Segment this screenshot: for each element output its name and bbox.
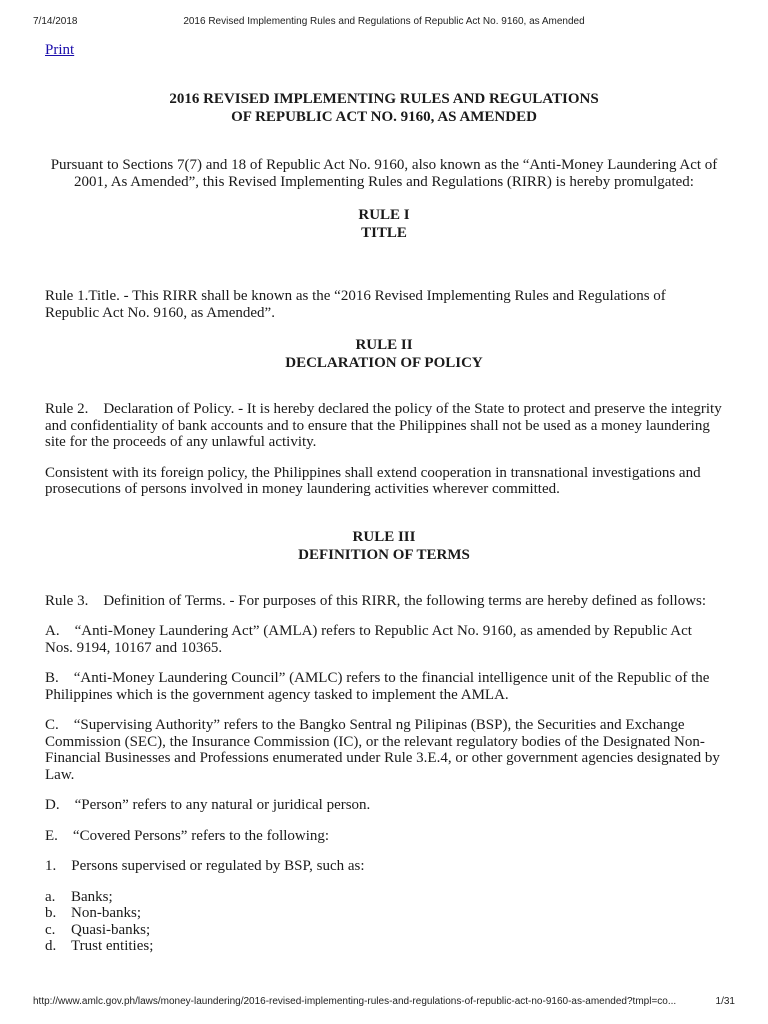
print-url: http://www.amlc.gov.ph/laws/money-laundering/2016-revised-implementing-rules-and-regulations-of-republic-act-no-9160-as-amended?tmpl=co...	[33, 996, 677, 1007]
page-number: 1/31	[715, 996, 735, 1007]
definition-a: A. “Anti-Money Laundering Act” (AMLA) refers to Republic Act No. 9160, as amended by Republic Act Nos. 9194, 10167 and 10365.	[45, 623, 696, 656]
list-item	[45, 922, 723, 939]
list-item	[45, 905, 723, 922]
document-body	[45, 90, 726, 955]
list-item-text: Banks;	[71, 888, 113, 905]
print-header	[33, 16, 735, 30]
rule-2-number: RULE II	[355, 337, 413, 353]
covered-item-1: 1. Persons supervised or regulated by BSP, such as:	[45, 858, 365, 874]
rule-3-text: Rule 3. Definition of Terms. - For purposes of this RIRR, the following terms are hereby defined as follows:	[45, 592, 707, 609]
print-page-title: 2016 Revised Implementing Rules and Regulations of Republic Act No. 9160, as Amended	[183, 16, 585, 27]
list-item-text: Quasi-banks;	[71, 921, 151, 938]
list-item	[45, 889, 723, 906]
document-title-line-1: 2016 REVISED IMPLEMENTING RULES AND REGULATIONS	[169, 91, 599, 107]
list-item-text: Trust entities;	[71, 938, 154, 954]
document-title-line-2: OF REPUBLIC ACT NO. 9160, AS AMENDED	[231, 109, 537, 125]
definition-d: D. “Person” refers to any natural or juridical person.	[45, 797, 371, 813]
rule-2-title: DECLARATION OF POLICY	[285, 355, 483, 371]
rule-1-number: RULE I	[358, 207, 410, 223]
print-date: 7/14/2018	[33, 16, 78, 27]
definition-c: C. “Supervising Authority” refers to the Bangko Sentral ng Pilipinas (BSP), the Securities and Exchange Commission (SEC), the Insurance Commission (IC), or the relevant regulatory bodies of the Designated Non-Financial Businesses and Professions enumerated under Rule 3.E.4, or other government agencies designated by Law.	[45, 717, 724, 783]
print-link[interactable]: Print	[45, 42, 75, 58]
definition-e: E. “Covered Persons” refers to the following:	[45, 827, 330, 844]
rule-3-title: DEFINITION OF TERMS	[298, 546, 470, 563]
list-item-label: a.	[45, 888, 56, 905]
sub-item-list	[45, 889, 723, 955]
intro-paragraph: Pursuant to Sections 7(7) and 18 of Republic Act No. 9160, also known as the “Anti-Money Laundering Act of 2001, As Amended”, this Revised Implementing Rules and Regulations (RIRR) is hereby promulgated:	[50, 157, 718, 190]
print-footer	[33, 996, 735, 1010]
rule-1-title: TITLE	[361, 225, 407, 241]
list-item-text: Non-banks;	[71, 905, 141, 921]
list-item-label: d.	[45, 938, 57, 954]
rule-2-text-2: Consistent with its foreign policy, the Philippines shall extend cooperation in transnational investigations and prosecutions of persons involved in money laundering activities wherever committed.	[45, 464, 701, 497]
rule-1-text: Rule 1.Title. - This RIRR shall be known as the “2016 Revised Implementing Rules and Regulations of Republic Act No. 9160, as Amended”.	[45, 288, 666, 321]
list-item-label: b.	[45, 905, 57, 921]
list-item-label: c.	[45, 921, 56, 938]
definition-b: B. “Anti-Money Laundering Council” (AMLC) refers to the financial intelligence unit of the Republic of the Philippines which is the government agency tasked to implement the AMLA.	[45, 670, 714, 703]
list-item	[45, 938, 723, 955]
rule-3-number: RULE III	[352, 528, 416, 545]
rule-2-text: Rule 2. Declaration of Policy. - It is hereby declared the policy of the State to protect and preserve the integrity and confidentiality of bank accounts and to ensure that the Philippines shall not be used as a money laundering site for the proceeds of any unlawful activity.	[45, 401, 726, 450]
